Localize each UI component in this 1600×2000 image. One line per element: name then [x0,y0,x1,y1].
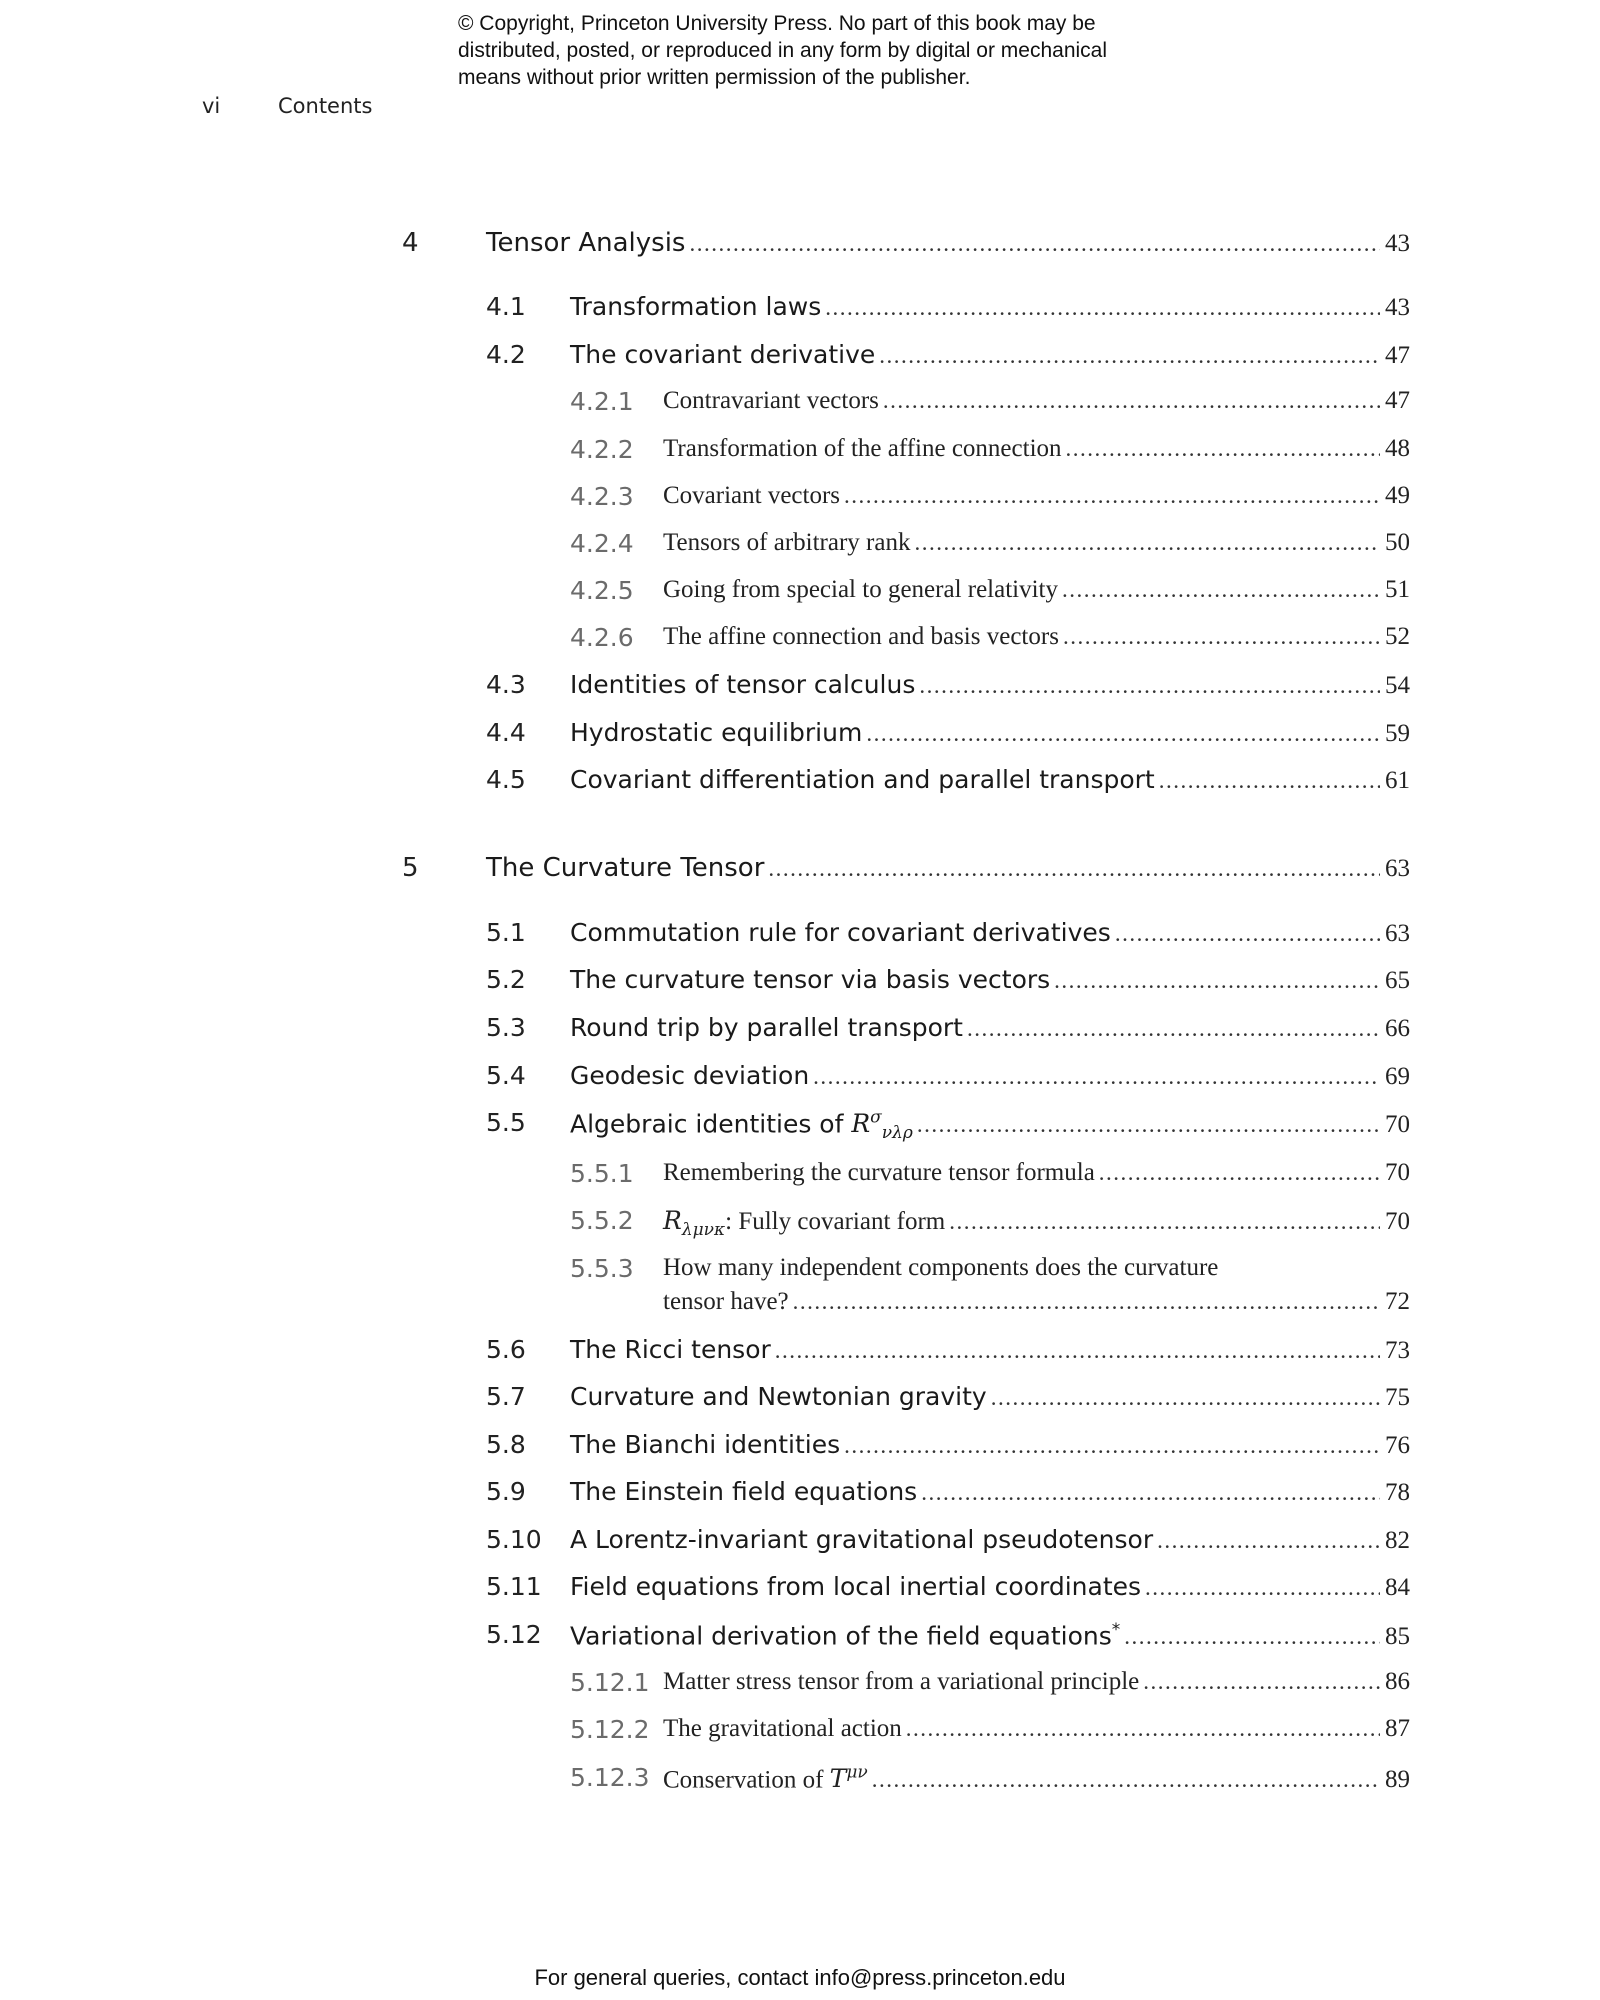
math-base: R [663,1206,682,1235]
subsection-number: 4.2.6 [570,623,634,652]
toc-subsection-4-2-6[interactable] [0,623,1600,663]
chapter-title: The Curvature Tensor [486,853,765,883]
section-title: The Ricci tensor [570,1335,771,1364]
section-number: 5.11 [486,1572,542,1601]
section-title: Commutation rule for covariant derivatives [570,918,1111,947]
section-title: Geodesic deviation [570,1061,810,1090]
dot-leader [919,673,1380,699]
page-ref: 73 [1385,1337,1410,1364]
page-ref: 66 [1385,1015,1410,1042]
page-ref: 49 [1385,482,1410,509]
subsection-title: Going from special to general relativity [663,576,1059,603]
section-title: Covariant differentiation and parallel transport [570,765,1155,794]
dot-leader [775,1338,1380,1364]
subsection-title: Transformation of the affine connection [663,435,1062,462]
section-number: 5.6 [486,1335,526,1364]
dot-leader [872,1767,1380,1793]
subsection-number: 5.5.2 [570,1206,634,1235]
dot-leader [1099,1160,1380,1186]
dot-leader [689,231,1380,257]
toc-section-5-1[interactable] [0,918,1600,958]
page-ref: 82 [1385,1527,1410,1554]
toc-chapter-4[interactable] [0,228,1600,268]
toc-subsection-5-5-3-continued[interactable] [0,1288,1600,1328]
page-ref: 85 [1385,1623,1410,1651]
section-number: 4.4 [486,718,526,747]
subsection-number: 4.2.5 [570,576,634,605]
toc-section-5-11[interactable] [0,1572,1600,1612]
dot-leader [1066,436,1380,462]
subsection-title [663,1206,945,1240]
section-title: Field equations from local inertial coordinates [570,1572,1142,1601]
toc-section-4-1[interactable] [0,292,1600,332]
math-subscript: νλρ [881,1123,913,1144]
page-ref: 84 [1385,1574,1410,1601]
subsection-title: Contravariant vectors [663,387,879,414]
toc-chapter-5[interactable] [0,853,1600,893]
dot-leader [1124,1624,1380,1650]
toc-subsection-4-2-5[interactable] [0,576,1600,616]
toc-subsection-5-5-1[interactable] [0,1159,1600,1199]
section-number: 5.4 [486,1061,526,1090]
page-ref: 51 [1385,576,1410,603]
section-title: Curvature and Newtonian gravity [570,1382,987,1411]
subsection-title-line-2: tensor have? [663,1288,789,1315]
dot-leader [844,483,1380,509]
copyright-line: means without prior written permission of the publisher. [458,66,971,89]
page-ref: 70 [1385,1111,1410,1139]
section-title: A Lorentz-invariant gravitational pseudotensor [570,1525,1154,1554]
math-symbol [830,1764,868,1793]
subsection-title: Covariant vectors [663,482,841,509]
dot-leader [825,295,1380,321]
toc-subsection-4-2-4[interactable] [0,529,1600,569]
chapter-number: 4 [402,228,419,258]
toc-section-5-7[interactable] [0,1382,1600,1422]
section-title: The curvature tensor via basis vectors [570,965,1051,994]
page-ref: 78 [1385,1479,1410,1506]
copyright-notice [458,10,1218,91]
section-title: Round trip by parallel transport [570,1013,963,1042]
math-symbol [663,1206,726,1240]
page-ref: 70 [1385,1208,1410,1235]
subsection-title: Remembering the curvature tensor formula [663,1159,1095,1186]
section-title-text: Algebraic identities of [570,1109,844,1139]
math-base: R [851,1109,871,1139]
toc-section-4-3[interactable] [0,670,1600,710]
toc-subsection-4-2-1[interactable] [0,387,1600,427]
section-number: 4.3 [486,670,526,699]
page-ref: 47 [1385,387,1410,414]
toc-section-5-2[interactable] [0,965,1600,1005]
toc-subsection-5-12-3[interactable] [0,1763,1600,1803]
section-number: 4.5 [486,765,526,794]
section-title: Transformation laws [570,292,822,321]
page-ref: 72 [1385,1288,1410,1315]
page-ref: 87 [1385,1715,1410,1742]
section-title: The Bianchi identities [570,1430,841,1459]
toc-section-5-3[interactable] [0,1013,1600,1053]
math-base: T [829,1764,847,1794]
subsection-title: The affine connection and basis vectors [663,623,1059,650]
dot-leader [921,1480,1380,1506]
toc-section-5-9[interactable] [0,1477,1600,1517]
section-title [570,1620,1120,1650]
subsection-title-text: Conservation of [663,1766,824,1794]
subsection-number: 5.12.3 [570,1763,650,1792]
section-number: 5.3 [486,1013,526,1042]
dot-leader [1157,1528,1380,1554]
page-ref: 50 [1385,529,1410,556]
page-ref: 63 [1385,920,1410,947]
page-ref: 48 [1385,435,1410,462]
subsection-number: 5.12.2 [570,1715,650,1744]
dot-leader [866,721,1380,747]
toc-subsection-5-5-2[interactable] [0,1206,1600,1246]
section-number: 5.1 [486,918,526,947]
dot-leader [813,1064,1380,1090]
dot-leader [917,1112,1380,1138]
toc-section-5-8[interactable] [0,1430,1600,1470]
dot-leader [1063,624,1380,650]
toc-section-4-4[interactable] [0,718,1600,758]
subsection-title: Tensors of arbitrary rank [663,529,911,556]
section-title: Identities of tensor calculus [570,670,916,699]
page-ref: 43 [1385,294,1410,321]
page-number: vi [202,94,221,118]
dot-leader [1054,968,1380,994]
toc-subsection-4-2-3[interactable] [0,482,1600,522]
subsection-number: 4.2.1 [570,387,634,416]
math-superscript: μν [846,1763,868,1783]
dot-leader [1159,768,1380,794]
toc-section-4-2[interactable] [0,340,1600,380]
page-ref: 47 [1385,342,1410,369]
dot-leader [1145,1575,1380,1601]
subsection-number: 4.2.4 [570,529,634,558]
running-title: Contents [278,94,373,118]
subsection-number: 5.5.3 [570,1254,634,1283]
toc-subsection-5-12-1[interactable] [0,1668,1600,1708]
section-number: 5.7 [486,1382,526,1411]
dot-leader [967,1016,1380,1042]
subsection-number: 5.12.1 [570,1668,650,1697]
subsection-number: 4.2.3 [570,482,634,511]
dot-leader [914,530,1380,556]
section-number: 5.2 [486,965,526,994]
subsection-title-line-1: How many independent components does the curvature [663,1254,1219,1281]
page-ref: 61 [1385,767,1410,794]
copyright-line: © Copyright, Princeton University Press. No part of this book may be [458,12,1096,35]
section-number: 5.8 [486,1430,526,1459]
section-number: 5.9 [486,1477,526,1506]
page-ref: 43 [1385,230,1410,257]
toc-section-5-5[interactable] [0,1108,1600,1148]
subsection-title [663,1763,868,1794]
subsection-number: 5.5.1 [570,1159,634,1188]
section-number: 5.12 [486,1620,542,1649]
page-ref: 89 [1385,1766,1410,1794]
page-ref: 59 [1385,720,1410,747]
page-ref: 54 [1385,672,1410,699]
page-ref: 70 [1385,1159,1410,1186]
section-title-text: Variational derivation of the field equations [570,1621,1112,1651]
dot-leader [768,856,1380,882]
math-subscript: λμνκ [681,1220,726,1240]
toc-section-5-12[interactable] [0,1620,1600,1660]
page-ref: 63 [1385,855,1410,882]
section-number: 4.1 [486,292,526,321]
toc-subsection-4-2-2[interactable] [0,435,1600,475]
subsection-title: The gravitational action [663,1715,902,1742]
dot-leader [879,343,1380,369]
page-ref: 76 [1385,1432,1410,1459]
section-number: 5.5 [486,1108,526,1137]
section-number: 5.10 [486,1525,542,1554]
toc-section-5-4[interactable] [0,1061,1600,1101]
dot-leader [844,1433,1380,1459]
section-number: 4.2 [486,340,526,369]
dot-leader [991,1385,1380,1411]
toc-section-5-6[interactable] [0,1335,1600,1375]
dot-leader [793,1289,1380,1315]
chapter-title: Tensor Analysis [486,228,686,258]
page-ref: 75 [1385,1384,1410,1411]
footer-contact: For general queries, contact info@press.princeton.edu [534,1965,1066,1990]
dot-leader [883,388,1380,414]
subsection-title-text: : Fully covariant form [725,1208,946,1235]
dot-leader [906,1716,1380,1742]
page-ref: 65 [1385,967,1410,994]
toc-subsection-5-12-2[interactable] [0,1715,1600,1755]
page-ref: 52 [1385,623,1410,650]
dot-leader [949,1209,1380,1235]
chapter-number: 5 [402,853,419,883]
copyright-line: distributed, posted, or reproduced in any form by digital or mechanical [458,39,1108,62]
math-symbol [851,1108,913,1144]
dot-leader [1062,577,1380,603]
page-ref: 86 [1385,1668,1410,1695]
section-title: Hydrostatic equilibrium [570,718,863,747]
math-superscript: σ [870,1108,882,1128]
toc-section-5-10[interactable] [0,1525,1600,1565]
section-title [570,1108,913,1143]
subsection-title: Matter stress tensor from a variational principle [663,1668,1140,1695]
optional-section-mark: * [1111,1620,1121,1640]
subsection-number: 4.2.2 [570,435,634,464]
toc-section-4-5[interactable] [0,765,1600,805]
page-ref: 69 [1385,1063,1410,1090]
section-title: The covariant derivative [570,340,876,369]
section-title: The Einstein field equations [570,1477,918,1506]
dot-leader [1115,921,1380,947]
dot-leader [1143,1669,1380,1695]
